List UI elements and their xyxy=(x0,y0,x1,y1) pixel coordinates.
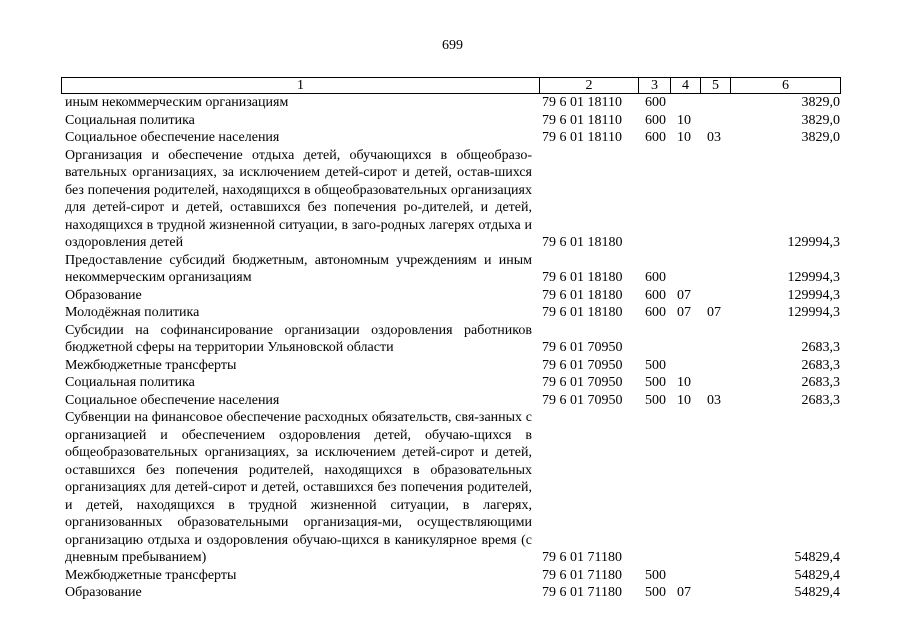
row-subsection: 03 xyxy=(707,392,721,408)
row-section: 07 xyxy=(677,585,691,600)
table-row xyxy=(0,252,905,287)
table-row xyxy=(0,287,905,305)
row-amount: 54829,4 xyxy=(794,585,840,600)
row-description: Субсидии на софинансирование организации оздоровления работников бюджетной сферы на территории Ульяновской области xyxy=(65,322,532,355)
header-col-4: 4 xyxy=(682,78,689,93)
row-target-code: 79 6 01 18110 xyxy=(542,95,622,110)
table-row xyxy=(0,392,905,410)
row-section: 10 xyxy=(677,130,691,145)
row-amount: 129994,3 xyxy=(787,270,840,285)
row-expense-type: 600 xyxy=(645,130,666,145)
row-description: Межбюджетные трансферты xyxy=(65,357,237,373)
row-expense-type: 600 xyxy=(645,112,666,128)
row-amount: 129994,3 xyxy=(787,287,840,303)
row-amount: 3829,0 xyxy=(801,130,840,145)
row-expense-type: 500 xyxy=(645,392,666,408)
row-amount: 2683,3 xyxy=(801,375,840,390)
row-section: 10 xyxy=(677,375,691,390)
row-expense-type: 600 xyxy=(645,287,666,303)
row-amount: 2683,3 xyxy=(801,357,840,373)
row-expense-type: 500 xyxy=(645,375,666,390)
table-row xyxy=(0,322,905,357)
row-target-code: 79 6 01 71180 xyxy=(542,585,622,600)
table-row xyxy=(0,374,905,392)
row-description: Межбюджетные трансферты xyxy=(65,567,237,583)
row-section: 07 xyxy=(677,287,691,303)
row-expense-type: 500 xyxy=(645,357,666,373)
row-section: 10 xyxy=(677,392,691,408)
table-row xyxy=(0,357,905,375)
row-target-code: 79 6 01 18110 xyxy=(542,112,622,128)
row-target-code: 79 6 01 70950 xyxy=(542,392,623,408)
row-description: иным некоммерческим организациям xyxy=(65,95,289,110)
table-row xyxy=(0,409,905,567)
row-target-code: 79 6 01 18180 xyxy=(542,305,623,320)
row-description: Социальная политика xyxy=(65,375,195,390)
row-description: Образование xyxy=(65,287,142,303)
row-expense-type: 600 xyxy=(645,270,666,285)
table-row xyxy=(0,147,905,252)
row-target-code: 79 6 01 70950 xyxy=(542,340,623,355)
row-subsection: 03 xyxy=(707,130,721,145)
row-expense-type: 500 xyxy=(645,567,666,583)
row-description: Социальное обеспечение населения xyxy=(65,392,280,408)
row-amount: 129994,3 xyxy=(787,235,840,250)
header-col-2: 2 xyxy=(585,78,593,93)
table-header xyxy=(61,77,841,94)
row-target-code: 79 6 01 70950 xyxy=(542,375,623,390)
page-number: 699 xyxy=(442,38,463,53)
table-row xyxy=(0,567,905,585)
header-col-5: 5 xyxy=(712,78,719,93)
row-section: 07 xyxy=(677,305,691,320)
table-row xyxy=(0,304,905,322)
row-description: Молодёжная политика xyxy=(65,305,200,320)
row-description: Социальное обеспечение населения xyxy=(65,130,280,145)
row-target-code: 79 6 01 71180 xyxy=(542,550,622,565)
table-row xyxy=(0,112,905,130)
row-amount: 2683,3 xyxy=(801,340,840,355)
row-amount: 54829,4 xyxy=(794,567,840,583)
row-amount: 129994,3 xyxy=(787,305,840,320)
row-description: Предоставление субсидий бюджетным, автономным учреждениям и иным некоммерческим организациям xyxy=(65,252,532,285)
row-expense-type: 600 xyxy=(645,95,666,110)
table-row xyxy=(0,129,905,147)
table-row xyxy=(0,94,905,112)
header-col-3: 3 xyxy=(651,78,658,93)
row-target-code: 79 6 01 18180 xyxy=(542,235,623,250)
row-description: Субвенции на финансовое обеспечение расходных обязательств, свя-занных с организацией и обеспечением оздоровления детей, обучаю-щихся в общеобразовательных организациях, за исключением детей-сирот и детей, оставшихся без попечения родителей, находящихся в образовательных организациях для детей-сирот и детей, оставшихся без попечения родителей, и детей, находящихся в трудной жизненной ситуации, в лагерях, организованных образовательными организация-ми, осуществляющими организацию отдыха и оздоровления обучаю-щихся в каникулярное время (с дневным пребыванием) xyxy=(65,410,532,565)
table-body xyxy=(0,94,905,602)
row-target-code: 79 6 01 18110 xyxy=(542,130,622,145)
header-col-1: 1 xyxy=(297,78,304,93)
row-subsection: 07 xyxy=(707,305,721,320)
row-target-code: 79 6 01 71180 xyxy=(542,567,622,583)
row-amount: 2683,3 xyxy=(801,392,840,408)
row-target-code: 79 6 01 18180 xyxy=(542,270,623,285)
row-section: 10 xyxy=(677,112,691,128)
row-amount: 3829,0 xyxy=(801,112,840,128)
row-amount: 3829,0 xyxy=(801,95,840,110)
row-amount: 54829,4 xyxy=(794,550,840,565)
row-target-code: 79 6 01 18180 xyxy=(542,287,623,303)
header-col-6: 6 xyxy=(782,78,789,93)
row-description: Социальная политика xyxy=(65,112,195,128)
row-target-code: 79 6 01 70950 xyxy=(542,357,623,373)
table-row xyxy=(0,584,905,602)
row-expense-type: 500 xyxy=(645,585,666,600)
row-expense-type: 600 xyxy=(645,305,666,320)
row-description: Образование xyxy=(65,585,142,600)
row-description: Организация и обеспечение отдыха детей, обучающихся в общеобразо-вательных организациях, за исключением детей-сирот и детей, остав-шихся без попечения родителей, находящихся в общеобразовательных организациях для детей-сирот и детей, оставшихся без попечения ро-дителей, и детей, находящихся в трудной жизненной ситуации, в заго-родных лагерях отдыха и оздоровления детей xyxy=(65,147,532,250)
